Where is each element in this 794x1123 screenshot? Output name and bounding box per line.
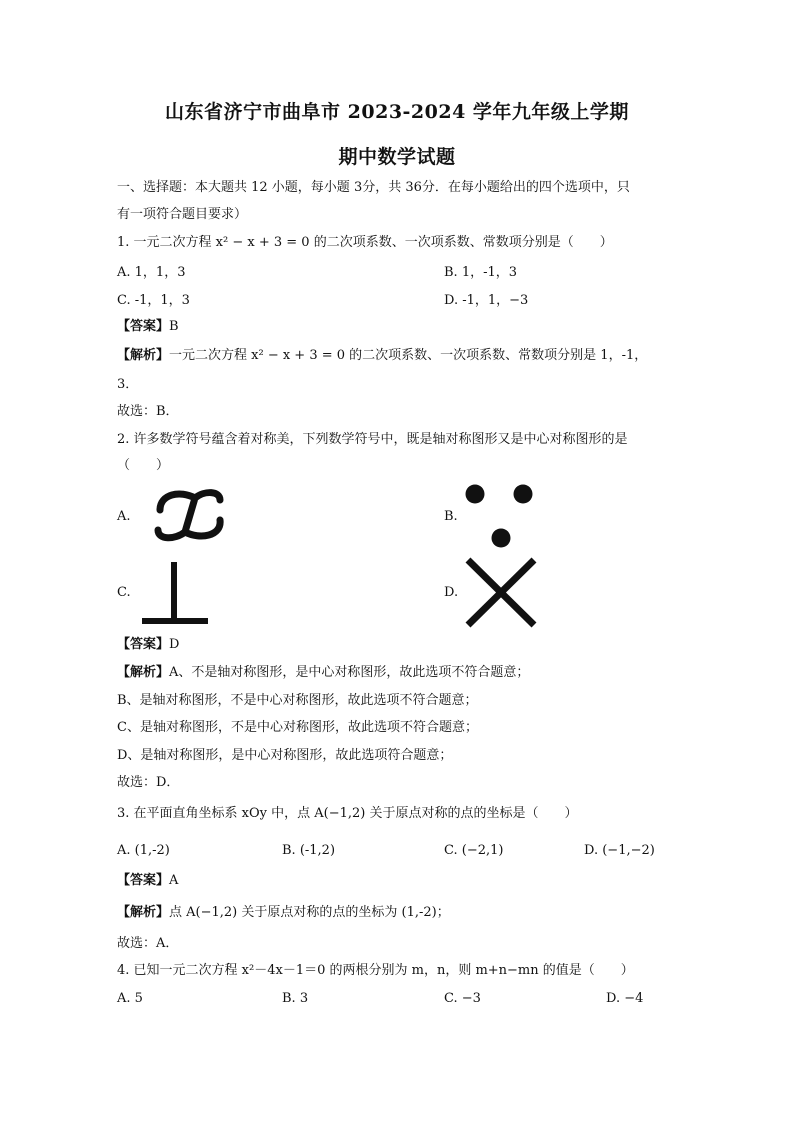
analysis-label: 【解析】: [117, 665, 170, 680]
q3-option-a: A. (1,-2): [117, 843, 170, 858]
q4-option-b: B. 3: [282, 991, 309, 1006]
q2-option-a-label: A.: [117, 509, 131, 524]
analysis-label: 【解析】: [117, 905, 170, 920]
q3-analysis: [117, 904, 450, 922]
title-line-1: 山东省济宁市曲阜市 2023-2024 学年九年级上学期: [165, 101, 629, 123]
q3-conclusion: 故选：A．: [117, 936, 179, 951]
perpendicular-symbol-icon: [140, 560, 210, 628]
q2-option-c-label: C.: [117, 585, 131, 600]
q3-answer: [117, 872, 178, 890]
q4-option-c: C. −3: [444, 991, 481, 1006]
q2-analysis-line-2: B、是轴对称图形，不是中心对称图形，故此选项不符合题意；: [117, 693, 478, 708]
answer-label: 【答案】: [117, 319, 170, 334]
q3-option-b: B. (-1,2): [282, 843, 336, 858]
analysis-label: 【解析】: [117, 348, 170, 363]
section-intro-line-1: 一、选择题：本大题共 12 小题，每小题 3分，共 36分．在每小题给出的四个选项中，只: [117, 180, 630, 195]
q2-analysis-line-3: C、是轴对称图形，不是中心对称图形，故此选项不符合题意；: [117, 720, 478, 735]
therefore-symbol-icon: [462, 482, 542, 552]
multiplication-symbol-icon: [462, 555, 542, 630]
q1-option-a: A. 1，1，3: [117, 265, 186, 280]
analysis-line-1: 一元二次方程 x² − x + 3 = 0 的二次项系数、一次项系数、常数项分别是 1，-1，: [169, 348, 648, 363]
q3-option-d: D. (−1,−2): [584, 843, 655, 858]
q2-analysis-line-1: [117, 664, 529, 682]
q3-option-c: C. (−2,1): [444, 843, 504, 858]
q2-option-d-label: D.: [444, 585, 459, 600]
q1-option-d: D. -1，1，−3: [444, 293, 529, 308]
q2-conclusion: 故选：D．: [117, 775, 180, 790]
q4-stem: 4. 已知一元二次方程 x²－4x－1＝0 的两根分别为 m，n，则 m+n−mn 的值是（ ）: [117, 963, 634, 978]
s-symbol-icon: [150, 488, 230, 544]
q2-stem-line-2: （ ）: [117, 458, 170, 473]
q4-option-d: D. −4: [606, 991, 644, 1006]
answer-value: D: [169, 637, 180, 652]
answer-label: 【答案】: [117, 637, 170, 652]
q1-analysis-line-2: 3．: [117, 377, 139, 392]
q3-stem: 3. 在平面直角坐标系 xOy 中，点 A(−1,2) 关于原点对称的点的坐标是（ ）: [117, 806, 578, 821]
q2-option-b-label: B.: [444, 509, 458, 524]
q1-option-b: B. 1，-1，3: [444, 265, 518, 280]
q2-stem-line-1: 2. 许多数学符号蕴含着对称美，下列数学符号中，既是轴对称图形又是中心对称图形的是: [117, 432, 628, 447]
q1-answer: [117, 318, 179, 336]
answer-value: A: [169, 873, 179, 888]
analysis-text: A、不是轴对称图形，是中心对称图形，故此选项不符合题意；: [169, 665, 530, 680]
analysis-text: 点 A(−1,2) 关于原点对称的点的坐标为 (1,-2)；: [169, 905, 450, 920]
q1-conclusion: 故选：B．: [117, 404, 179, 419]
answer-value: B: [169, 319, 179, 334]
title-line-2: 期中数学试题: [338, 146, 456, 168]
q1-stem: 1. 一元二次方程 x² − x + 3 = 0 的二次项系数、一次项系数、常数项分别是（ ）: [117, 235, 613, 250]
q2-analysis-line-4: D、是轴对称图形，是中心对称图形，故此选项符合题意；: [117, 748, 453, 763]
q1-option-c: C. -1，1，3: [117, 293, 190, 308]
answer-label: 【答案】: [117, 873, 170, 888]
q2-answer: [117, 636, 179, 654]
section-intro-line-2: 有一项符合题目要求）: [117, 207, 248, 222]
q4-option-a: A. 5: [117, 991, 143, 1006]
q1-analysis: [117, 347, 647, 365]
